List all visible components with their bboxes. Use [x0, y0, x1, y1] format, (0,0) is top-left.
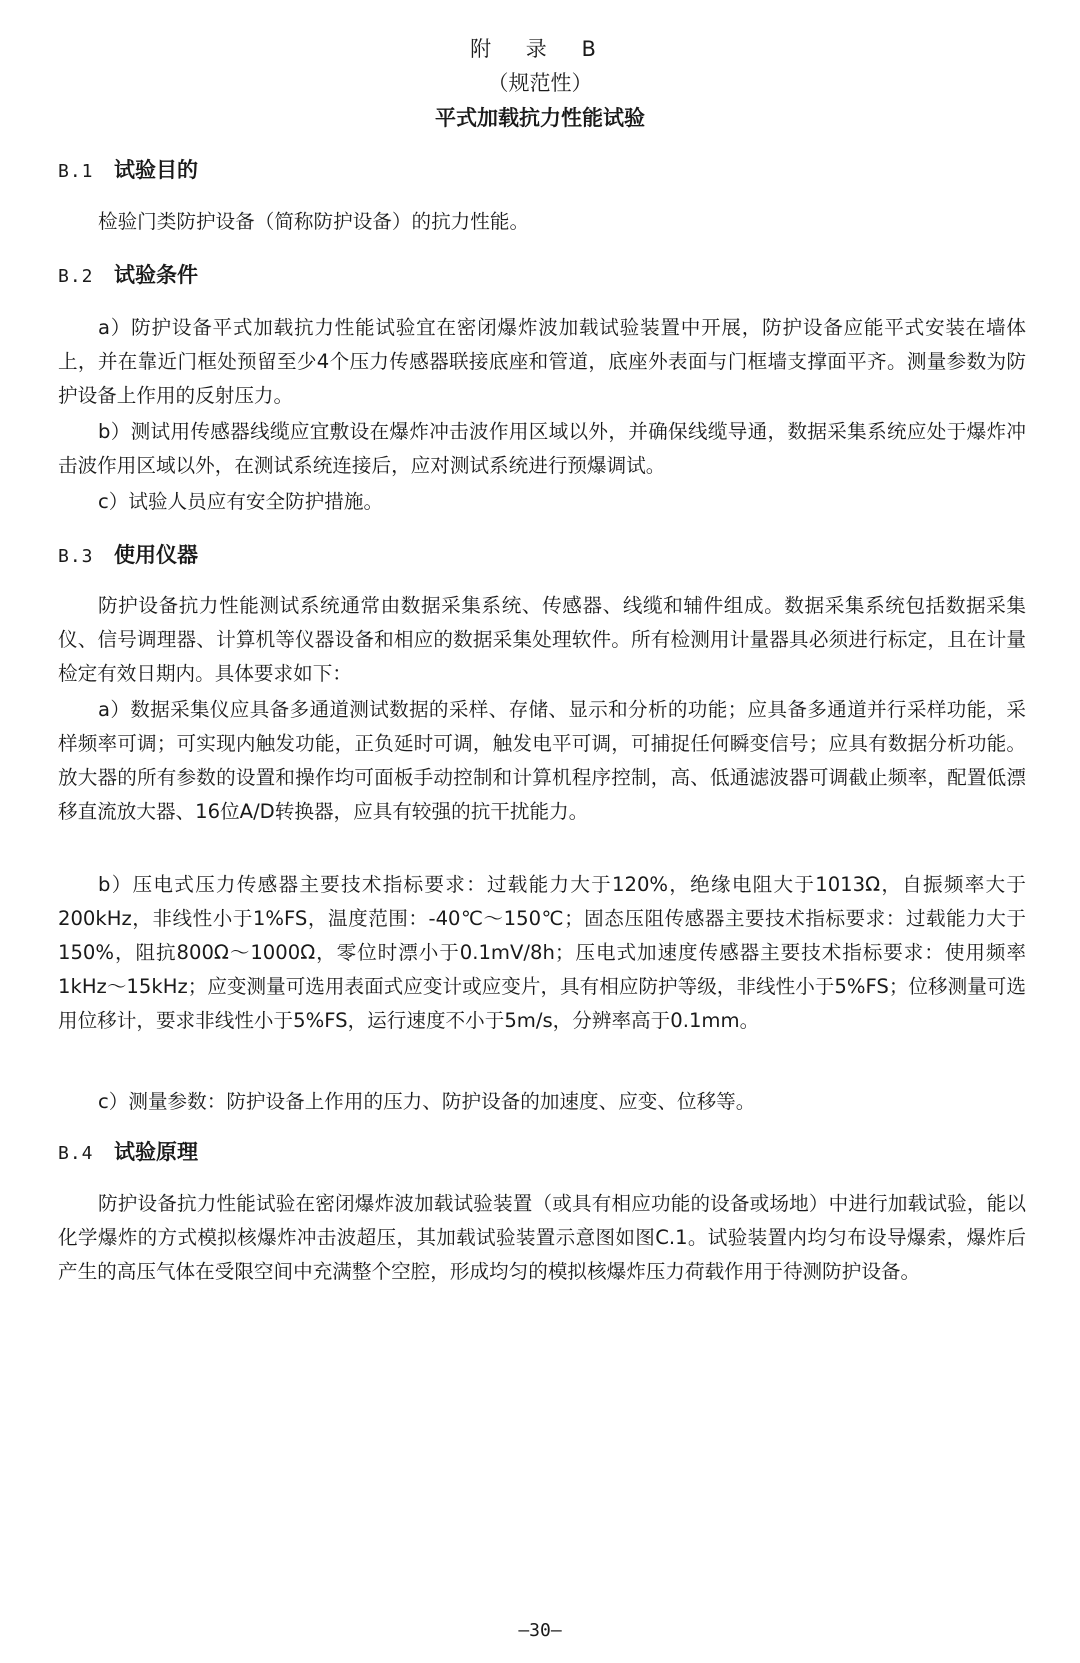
- section-number: B.3: [58, 546, 94, 567]
- section-heading-b2: [58, 260, 1028, 292]
- annex-title: 平式加载抗力性能试验: [435, 106, 645, 130]
- paragraph: a）数据采集仪应具备多通道测试数据的采样、存储、显示和分析的功能；应具备多通道并行采样功能，采样频率可调；可实现内触发功能，正负延时可调，触发电平可调，可捕捉任何瞬变信号；应具有数据分析功能。放大器的所有参数的设置和操作均可面板手动控制和计算机程序控制，高、低通滤波器可调截止频率，配置低漂移直流放大器、16位A/D转换器，应具有较强的抗干扰能力。: [58, 698, 1026, 823]
- page-number: —30—: [518, 1620, 562, 1641]
- section-number: B.1: [58, 161, 94, 182]
- section-number: B.2: [58, 266, 94, 287]
- section-heading-b4: [58, 1137, 1028, 1169]
- annex-heading: 附 录 B: [470, 37, 610, 61]
- paragraph: 防护设备抗力性能测试系统通常由数据采集系统、传感器、线缆和辅件组成。数据采集系统包括数据采集仪、信号调理器、计算机等仪器设备和相应的数据采集处理软件。所有检测用计量器具必须进行标定，且在计量检定有效日期内。具体要求如下：: [58, 594, 1026, 685]
- section-title: 试验原理: [114, 1140, 198, 1164]
- annex-type: （规范性）: [487, 71, 593, 95]
- paragraph: 防护设备抗力性能试验在密闭爆炸波加载试验装置（或具有相应功能的设备或场地）中进行加载试验，能以化学爆炸的方式模拟核爆炸冲击波超压，其加载试验装置示意图如图C.1。试验装置内均匀布设导爆索，爆炸后产生的高压气体在受限空间中充满整个空腔，形成均匀的模拟核爆炸压力荷载作用于待测防护设备。: [58, 1192, 1026, 1283]
- section-title: 试验目的: [114, 158, 198, 182]
- section-heading-b1: [58, 155, 1028, 187]
- paragraph: a）防护设备平式加载抗力性能试验宜在密闭爆炸波加载试验装置中开展，防护设备应能平式安装在墙体上，并在靠近门框处预留至少4个压力传感器联接底座和管道，底座外表面与门框墙支撑面平齐。测量参数为防护设备上作用的反射压力。: [58, 316, 1026, 407]
- section-title: 试验条件: [114, 263, 198, 287]
- section-heading-b3: [58, 540, 1028, 572]
- paragraph: c）测量参数：防护设备上作用的压力、防护设备的加速度、应变、位移等。: [98, 1090, 756, 1113]
- paragraph: 检验门类防护设备（简称防护设备）的抗力性能。: [98, 210, 530, 233]
- paragraph: b）测试用传感器线缆应宜敷设在爆炸冲击波作用区域以外，并确保线缆导通，数据采集系统应处于爆炸冲击波作用区域以外，在测试系统连接后，应对测试系统进行预爆调试。: [58, 420, 1026, 477]
- section-title: 使用仪器: [114, 543, 198, 567]
- paragraph: b）压电式压力传感器主要技术指标要求：过载能力大于120%，绝缘电阻大于1013Ω，自振频率大于200kHz，非线性小于1%FS，温度范围：-40℃～150℃；固态压阻传感器主要技术指标要求：过载能力大于150%，阻抗800Ω～1000Ω，零位时漂小于0.1mV/8h；压电式加速度传感器主要技术指标要求：使用频率1kHz～15kHz；应变测量可选用表面式应变计或应变片，具有相应防护等级，非线性小于5%FS；位移测量可选用位移计，要求非线性小于5%FS，运行速度不小于5m/s，分辨率高于0.1mm。: [58, 873, 1026, 1032]
- paragraph: c）试验人员应有安全防护措施。: [98, 490, 384, 513]
- section-number: B.4: [58, 1143, 94, 1164]
